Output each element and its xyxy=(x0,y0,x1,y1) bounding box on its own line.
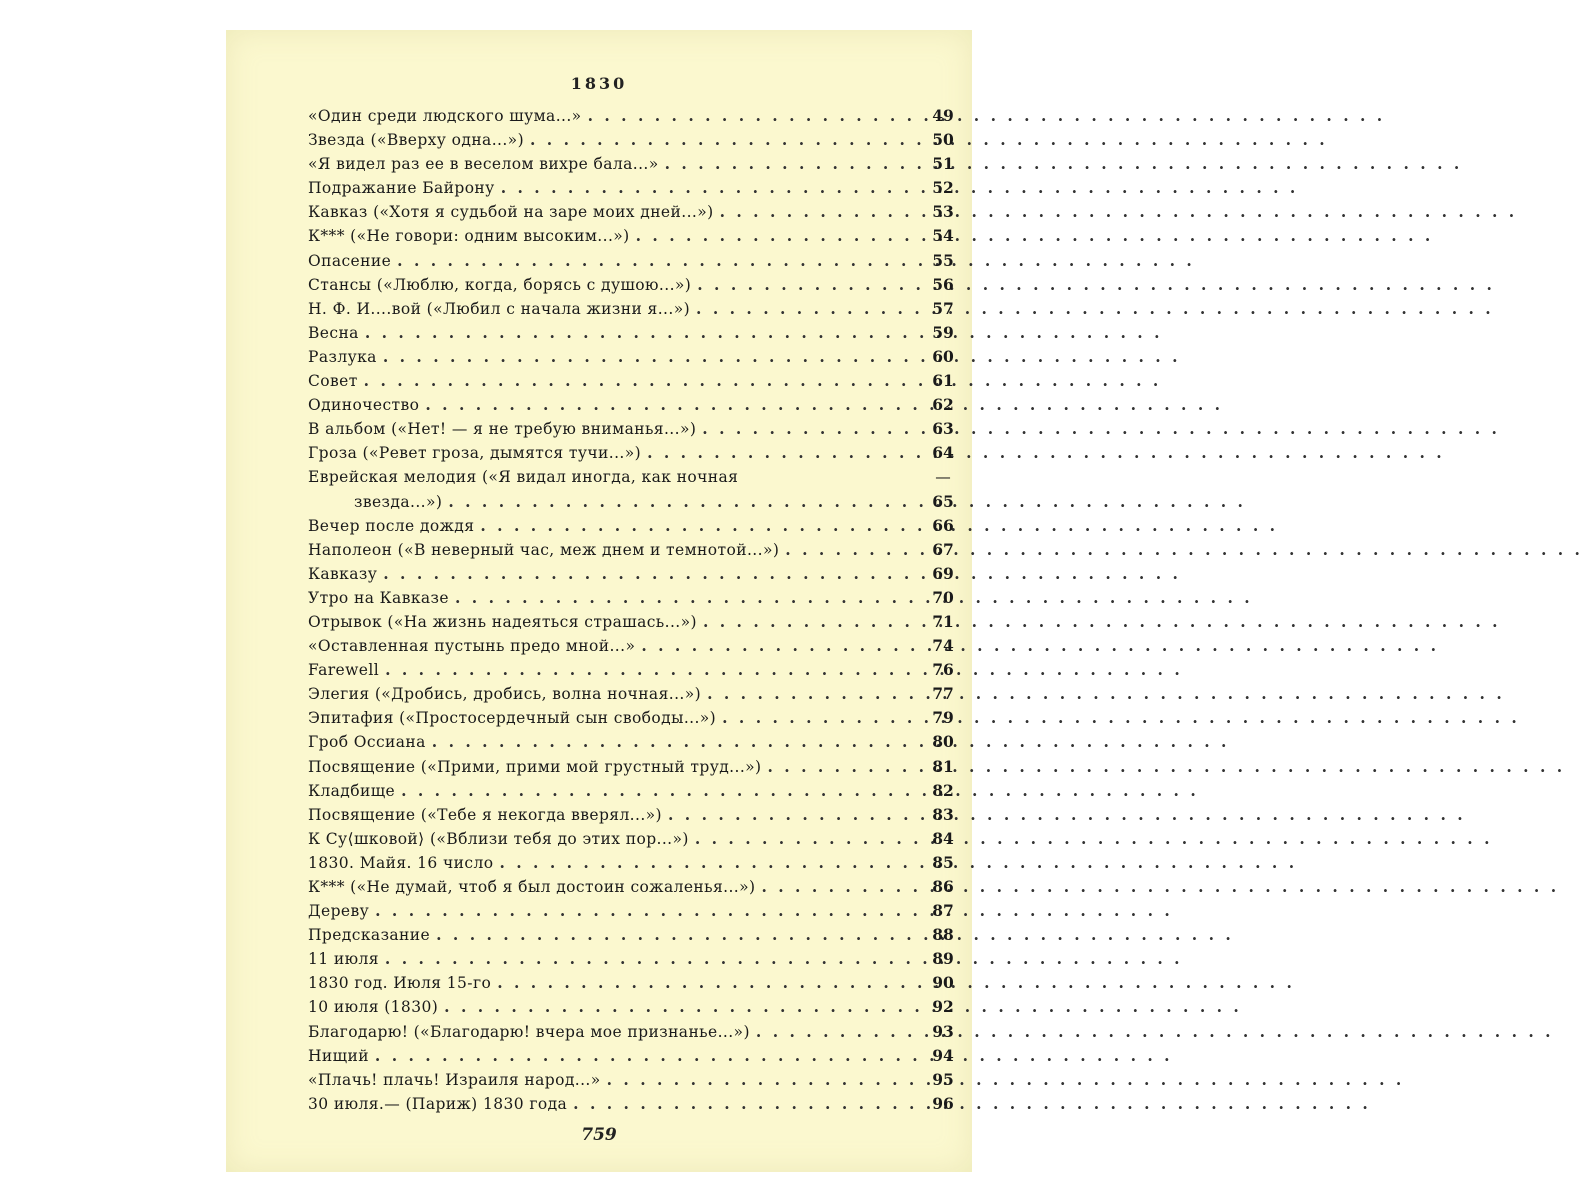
toc-entry-title: Посвящение («Прими, прими мой грустный труд...») xyxy=(308,757,762,776)
toc-entry xyxy=(308,755,954,779)
dot-leader xyxy=(695,827,1493,851)
toc-entry xyxy=(308,249,954,273)
dot-leader xyxy=(636,224,1434,248)
toc-entry-page: 96 xyxy=(932,1093,954,1113)
toc-entry xyxy=(308,634,954,658)
toc-entry-title: Посвящение («Тебе я некогда вверял...») xyxy=(308,805,662,824)
toc-entry-page: 50 xyxy=(932,130,954,150)
toc-entry-title: «Я видел раз ее в веселом вихре бала...» xyxy=(308,155,659,174)
toc-entry xyxy=(308,176,954,200)
dot-leader xyxy=(702,417,1500,441)
toc-entry-title: Дереву xyxy=(308,902,370,921)
toc-entry xyxy=(308,1044,954,1068)
toc-entry-title: «Плачь! плачь! Израиля народ...» xyxy=(308,1070,601,1089)
toc-entry xyxy=(308,128,954,152)
toc-entry-title: Гроза («Ревет гроза, дымятся тучи...») xyxy=(308,444,642,463)
toc-entry-title: Вечер после дождя xyxy=(308,516,475,535)
toc-entry-page: 53 xyxy=(932,202,954,222)
toc-entry-title: К Су⟨шковой⟩ («Вблизи тебя до этих пор...») xyxy=(308,829,689,848)
dot-leader xyxy=(707,682,1505,706)
toc-entry-page: 51 xyxy=(932,154,954,174)
table-of-contents xyxy=(308,104,954,1116)
toc-entry-page: 57 xyxy=(932,298,954,318)
toc-entry-title: Гроб Оссиана xyxy=(308,733,426,752)
dot-leader xyxy=(436,923,1234,947)
dot-leader xyxy=(668,803,1466,827)
dot-leader xyxy=(455,586,1253,610)
toc-entry-page: 55 xyxy=(932,250,954,270)
dot-leader xyxy=(785,538,1583,562)
toc-entry xyxy=(308,369,954,393)
toc-entry-title: Эпитафия («Простосердечный сын свободы...») xyxy=(308,709,717,728)
toc-entry xyxy=(308,104,954,128)
dot-leader xyxy=(364,369,1162,393)
dot-leader xyxy=(697,273,1495,297)
dot-leader xyxy=(448,490,1246,514)
toc-entry-title: Совет xyxy=(308,372,358,391)
toc-entry-page: 49 xyxy=(932,106,954,125)
toc-entry-page: 80 xyxy=(932,732,954,752)
toc-entry-title: Наполеон («В неверный час, меж днем и темнотой...») xyxy=(308,540,780,559)
toc-continuation-dash: — xyxy=(935,468,951,487)
dot-leader xyxy=(703,610,1501,634)
toc-entry xyxy=(308,297,954,321)
toc-entry-page: 70 xyxy=(932,587,954,607)
toc-entry-page: 77 xyxy=(932,684,954,704)
dot-leader xyxy=(647,441,1445,465)
dot-leader xyxy=(383,345,1181,369)
dot-leader xyxy=(383,562,1181,586)
toc-entry-title: 1830 год. Июля 15-го xyxy=(308,974,492,993)
toc-entry-title: Стансы («Люблю, когда, борясь с душою...») xyxy=(308,275,692,294)
toc-entry-title: Кавказу xyxy=(308,564,378,583)
toc-entry-page: 66 xyxy=(932,515,954,535)
toc-entry-page: 93 xyxy=(932,1021,954,1041)
toc-entry-title: К*** («Не говори: одним высоким...») xyxy=(308,227,630,246)
dot-leader xyxy=(767,755,1565,779)
page-number: 759 xyxy=(581,1125,617,1145)
toc-entry-page: 89 xyxy=(932,949,954,969)
toc-entry-page: 95 xyxy=(932,1069,954,1089)
toc-entry xyxy=(308,538,954,562)
dot-leader xyxy=(722,706,1520,730)
toc-entry-page: 63 xyxy=(932,419,954,439)
dot-leader xyxy=(497,971,1295,995)
toc-entry xyxy=(308,779,954,803)
toc-entry-page: 82 xyxy=(932,780,954,800)
toc-entry-title: Элегия («Дробись, дробись, волна ночная...») xyxy=(308,685,702,704)
toc-entry xyxy=(308,321,954,345)
toc-entry xyxy=(308,947,954,971)
toc-entry xyxy=(308,345,954,369)
toc-entry xyxy=(308,224,954,248)
toc-entry-page: 60 xyxy=(932,346,954,366)
toc-entry-title: Благодарю! («Благодарю! вчера мое признанье...») xyxy=(308,1022,750,1041)
toc-entry-title: Предсказание xyxy=(308,926,431,945)
toc-entry-page: 88 xyxy=(932,925,954,945)
dot-leader xyxy=(480,514,1278,538)
dot-leader xyxy=(641,634,1439,658)
toc-entry-page: 67 xyxy=(932,539,954,559)
toc-entry-page: 90 xyxy=(932,973,954,993)
toc-entry-page: 79 xyxy=(932,708,954,728)
dot-leader xyxy=(432,730,1230,754)
toc-entry-page: 85 xyxy=(932,852,954,872)
toc-entry-page: 65 xyxy=(932,491,954,511)
toc-entry-title: 30 июля.— (Париж) 1830 года xyxy=(308,1094,568,1113)
toc-entry xyxy=(308,200,954,224)
toc-entry-page: 76 xyxy=(932,660,954,680)
toc-entry xyxy=(308,682,954,706)
toc-entry xyxy=(308,273,954,297)
toc-entry-title: Кавказ («Хотя я судьбой на заре моих дней...») xyxy=(308,203,714,222)
toc-entry-page: 64 xyxy=(932,443,954,463)
toc-entry-page: 61 xyxy=(932,371,954,391)
toc-entry xyxy=(308,1020,954,1044)
toc-entry xyxy=(308,803,954,827)
toc-entry-page: 71 xyxy=(932,611,954,631)
dot-leader xyxy=(385,658,1183,682)
toc-entry-title: К*** («Не думай, чтоб я был достоин сожаленья...») xyxy=(308,878,756,896)
dot-leader xyxy=(444,995,1242,1019)
toc-entry-page: 54 xyxy=(932,226,954,246)
toc-entry-page: 81 xyxy=(932,756,954,776)
toc-entry-page: 84 xyxy=(932,828,954,848)
toc-entry-page: 87 xyxy=(932,901,954,921)
toc-entry-page: 69 xyxy=(932,563,954,583)
dot-leader xyxy=(665,152,1463,176)
toc-entry-title: Еврейская мелодия («Я видал иногда, как ночная xyxy=(308,468,739,487)
toc-entry-page: 62 xyxy=(932,395,954,415)
dot-leader xyxy=(573,1092,1371,1116)
toc-entry xyxy=(308,562,954,586)
toc-entry xyxy=(308,923,954,947)
dot-leader xyxy=(375,899,1173,923)
book-page xyxy=(226,30,972,1172)
toc-entry xyxy=(308,875,954,899)
toc-entry xyxy=(308,586,954,610)
dot-leader xyxy=(401,779,1199,803)
toc-entry xyxy=(308,827,954,851)
toc-entry xyxy=(308,152,954,176)
dot-leader xyxy=(756,1020,1554,1044)
dot-leader xyxy=(588,104,1386,128)
toc-entry-page: 86 xyxy=(932,877,954,896)
toc-entry xyxy=(308,851,954,875)
toc-entry-page: 56 xyxy=(932,274,954,294)
toc-entry xyxy=(308,514,954,538)
toc-entry xyxy=(308,971,954,995)
toc-entry-page: 74 xyxy=(932,636,954,656)
toc-entry-title: Звезда («Вверху одна...») xyxy=(308,131,525,150)
dot-leader xyxy=(501,176,1299,200)
toc-entry-title: Одиночество xyxy=(308,396,420,415)
toc-entry-title-continued: звезда...») xyxy=(354,492,443,511)
toc-entry xyxy=(308,1092,954,1116)
toc-entry-title: Отрывок («На жизнь надеяться страшась...») xyxy=(308,612,697,631)
toc-entry-title: Подражание Байрону xyxy=(308,179,495,198)
toc-entry xyxy=(308,393,954,417)
dot-leader xyxy=(425,393,1223,417)
toc-entry xyxy=(308,706,954,730)
dot-leader xyxy=(761,875,1559,899)
dot-leader xyxy=(696,297,1494,321)
toc-entry-title: «Оставленная пустынь предо мной...» xyxy=(308,637,636,656)
toc-entry-title: Кладбище xyxy=(308,781,396,800)
toc-entry xyxy=(308,465,954,513)
toc-entry xyxy=(308,730,954,754)
toc-entry-title: 1830. Майя. 16 число xyxy=(308,853,494,872)
toc-entry xyxy=(308,995,954,1019)
toc-entry-page: 92 xyxy=(932,997,954,1017)
dot-leader xyxy=(365,321,1163,345)
toc-entry-title: Разлука xyxy=(308,347,377,366)
toc-entry-page: 52 xyxy=(932,178,954,198)
toc-entry-title: Весна xyxy=(308,323,359,342)
toc-entry xyxy=(308,610,954,634)
toc-entry xyxy=(308,441,954,465)
toc-entry xyxy=(308,658,954,682)
dot-leader xyxy=(499,851,1297,875)
toc-entry-title: Утро на Кавказе xyxy=(308,588,449,607)
section-year-heading: 1830 xyxy=(570,74,628,93)
toc-entry xyxy=(308,1068,954,1092)
toc-entry-title: В альбом («Нет! — я не требую вниманья...») xyxy=(308,420,697,439)
toc-entry-page: 94 xyxy=(932,1045,954,1065)
toc-entry-title: 10 июля (1830) xyxy=(308,998,439,1017)
toc-entry-title: Нищий xyxy=(308,1046,369,1065)
dot-leader xyxy=(397,249,1195,273)
toc-entry-page: 83 xyxy=(932,804,954,824)
dot-leader xyxy=(385,947,1183,971)
toc-entry-title: 11 июля xyxy=(308,950,379,969)
toc-entry-page: 59 xyxy=(932,322,954,342)
toc-entry xyxy=(308,899,954,923)
dot-leader xyxy=(607,1068,1405,1092)
toc-entry-title: «Один среди людского шума...» xyxy=(308,107,582,125)
dot-leader xyxy=(720,200,1518,224)
toc-entry-title: Farewell xyxy=(308,661,380,680)
toc-entry-title: Н. Ф. И....вой («Любил с начала жизни я...») xyxy=(308,299,691,318)
toc-entry xyxy=(308,417,954,441)
toc-entry-title: Опасение xyxy=(308,251,392,270)
dot-leader xyxy=(375,1044,1173,1068)
